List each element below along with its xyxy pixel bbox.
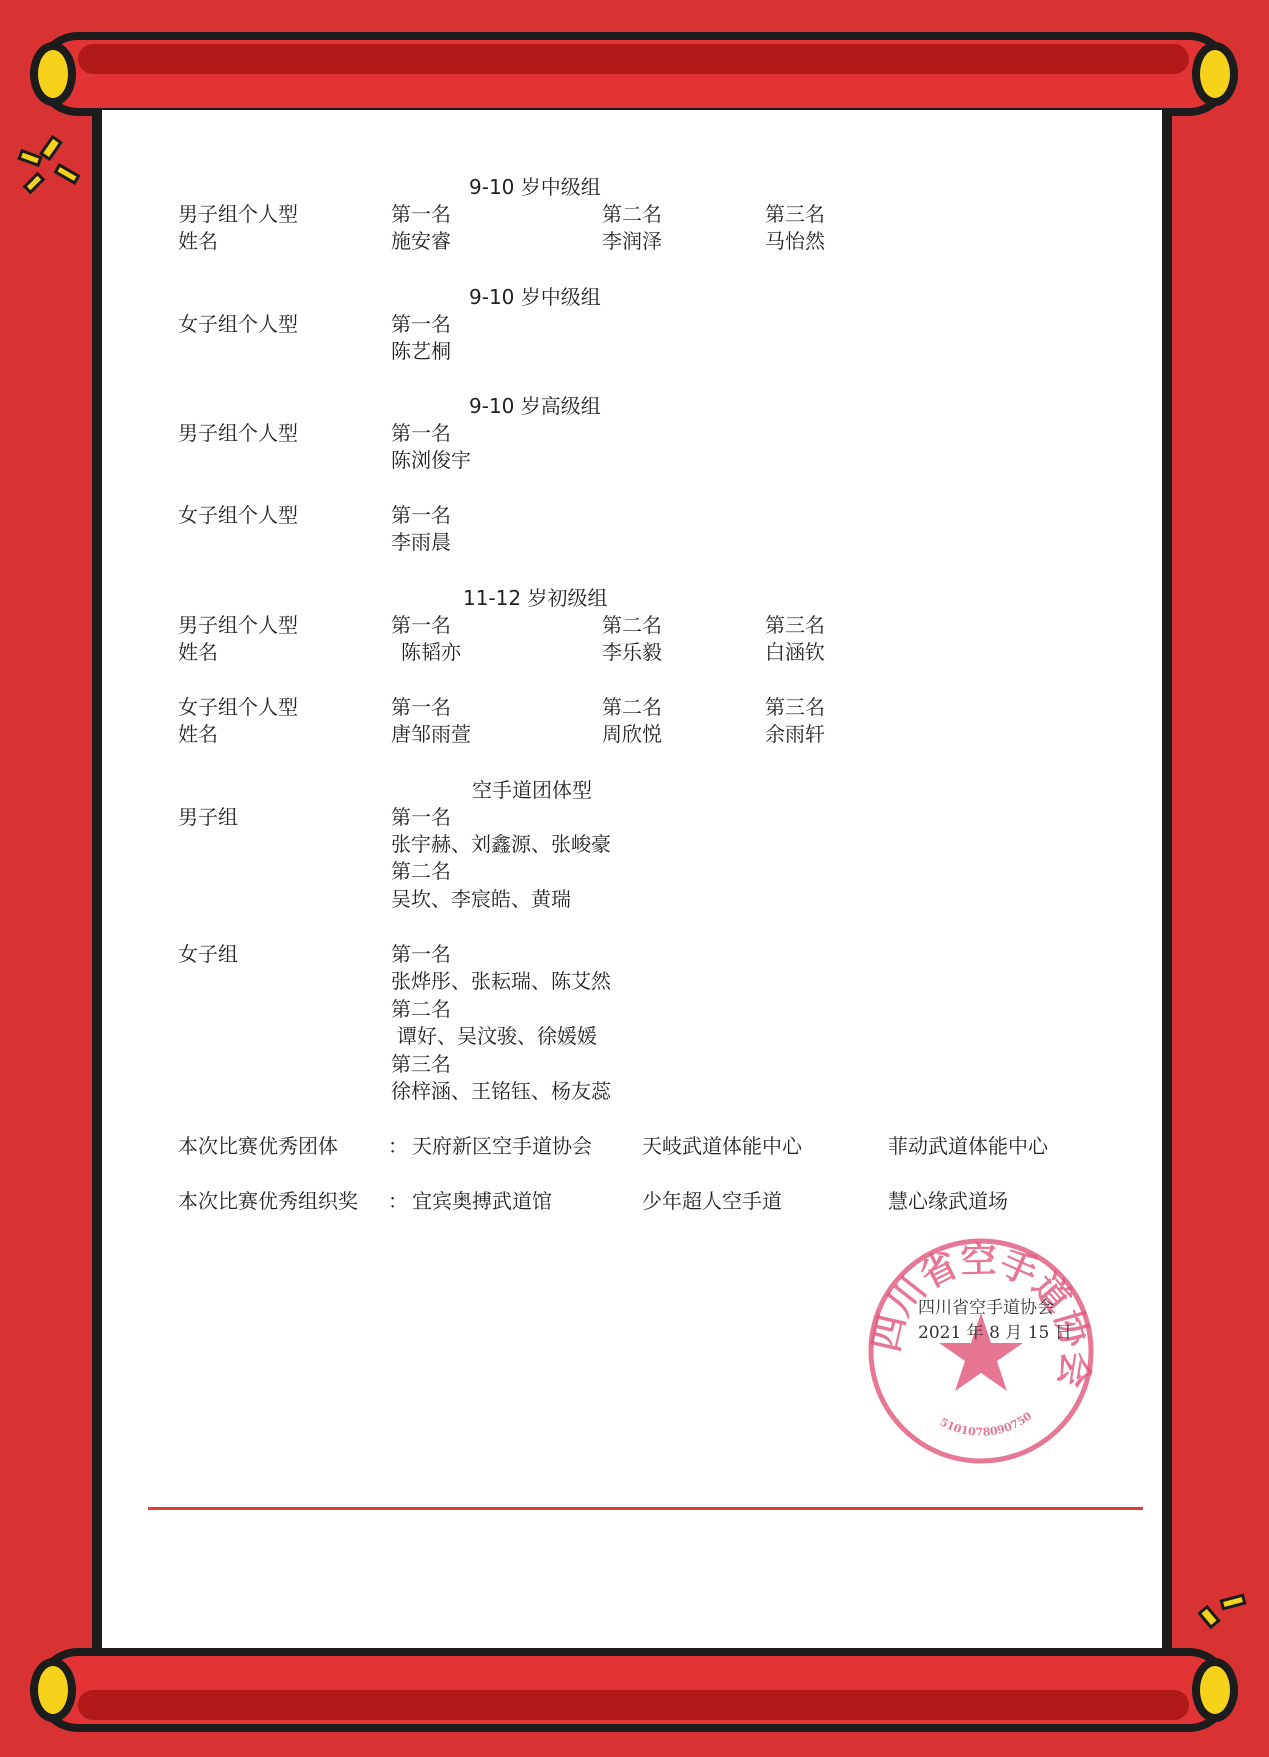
footer-divider xyxy=(148,1507,1143,1510)
category-label: 女子组个人型 xyxy=(178,503,298,527)
scroll-top-bar xyxy=(36,32,1231,116)
team-line: 张烨彤、张耘瑞、陈艾然 xyxy=(391,969,611,993)
seal-arc-text: 四川省空手道协会 xyxy=(865,1238,1097,1391)
category-label: 男子组个人型 xyxy=(178,421,298,445)
section-title: 11-12 岁初级组 xyxy=(463,586,608,610)
svg-text:5101078090750 xyxy=(938,1409,1035,1438)
section-title: 空手道团体型 xyxy=(472,778,592,802)
award-label: 本次比赛优秀团体 xyxy=(178,1134,338,1158)
place-label: 第一名 xyxy=(391,695,451,719)
scroll-top-right-knob xyxy=(1192,42,1238,106)
place-label: 第二名 xyxy=(602,695,662,719)
category-label: 男子组 xyxy=(178,805,238,829)
team-line: 谭好、吴汶骏、徐媛媛 xyxy=(397,1024,597,1048)
place-label: 第三名 xyxy=(765,202,825,226)
winner-name: 陈浏俊宇 xyxy=(391,448,471,472)
scroll-bottom-right-knob xyxy=(1192,1658,1238,1722)
scroll-top-left-knob xyxy=(30,42,76,106)
winner-name: 陈韬亦 xyxy=(401,640,461,664)
scroll-bottom-left-knob xyxy=(30,1658,76,1722)
team-line: 徐梓涵、王铭钰、杨友蕊 xyxy=(391,1079,611,1103)
sparkle-decoration-icon xyxy=(16,134,82,200)
signature-org: 四川省空手道协会 xyxy=(918,1298,1054,1318)
team-line: 吴坎、李宸皓、黄瑞 xyxy=(391,887,571,911)
place-label: 第三名 xyxy=(765,695,825,719)
category-label: 女子组 xyxy=(178,942,238,966)
winner-name: 白涵钦 xyxy=(765,640,825,664)
award-name: 慧心缘武道场 xyxy=(888,1189,1008,1213)
award-name: 菲动武道体能中心 xyxy=(888,1134,1048,1158)
place-label: 第三名 xyxy=(765,613,825,637)
name-label: 姓名 xyxy=(178,229,218,253)
award-colon: ： xyxy=(388,1134,408,1158)
award-name: 宜宾奥搏武道馆 xyxy=(412,1189,552,1213)
winner-name: 李乐毅 xyxy=(602,640,662,664)
section-title: 9-10 岁中级组 xyxy=(469,285,601,309)
team-line: 第一名 xyxy=(391,805,451,829)
section-title: 9-10 岁中级组 xyxy=(469,175,601,199)
team-line: 第一名 xyxy=(391,942,451,966)
winner-name: 李雨晨 xyxy=(391,530,451,554)
award-label: 本次比赛优秀组织奖 xyxy=(178,1189,358,1213)
winner-name: 唐邹雨萱 xyxy=(391,722,471,746)
winner-name: 周欣悦 xyxy=(602,722,662,746)
name-label: 姓名 xyxy=(178,722,218,746)
category-label: 女子组个人型 xyxy=(178,695,298,719)
award-name: 天府新区空手道协会 xyxy=(412,1134,592,1158)
place-label: 第二名 xyxy=(602,613,662,637)
award-colon: ： xyxy=(388,1189,408,1213)
name-label: 姓名 xyxy=(178,640,218,664)
winner-name: 余雨轩 xyxy=(765,722,825,746)
winner-name: 陈艺桐 xyxy=(391,339,451,363)
category-label: 男子组个人型 xyxy=(178,613,298,637)
winner-name: 施安睿 xyxy=(391,229,451,253)
signature-date: 2021 年 8 月 15 日 xyxy=(918,1323,1072,1343)
place-label: 第一名 xyxy=(391,312,451,336)
seal-number: 5101078090750 xyxy=(937,1409,1035,1439)
scroll-bottom-bar xyxy=(36,1648,1231,1732)
sparkle-decoration-icon xyxy=(1198,1592,1258,1632)
award-name: 天岐武道体能中心 xyxy=(642,1134,802,1158)
award-name: 少年超人空手道 xyxy=(642,1189,782,1213)
place-label: 第一名 xyxy=(391,421,451,445)
section-title: 9-10 岁高级组 xyxy=(469,394,601,418)
official-seal-stamp xyxy=(865,1235,1097,1467)
place-label: 第一名 xyxy=(391,613,451,637)
category-label: 女子组个人型 xyxy=(178,312,298,336)
team-line: 第二名 xyxy=(391,997,451,1021)
category-label: 男子组个人型 xyxy=(178,202,298,226)
place-label: 第二名 xyxy=(602,202,662,226)
winner-name: 李润泽 xyxy=(602,229,662,253)
team-line: 第二名 xyxy=(391,859,451,883)
team-line: 张宇赫、刘鑫源、张峻豪 xyxy=(391,832,611,856)
place-label: 第一名 xyxy=(391,202,451,226)
team-line: 第三名 xyxy=(391,1052,451,1076)
place-label: 第一名 xyxy=(391,503,451,527)
winner-name: 马怡然 xyxy=(765,229,825,253)
